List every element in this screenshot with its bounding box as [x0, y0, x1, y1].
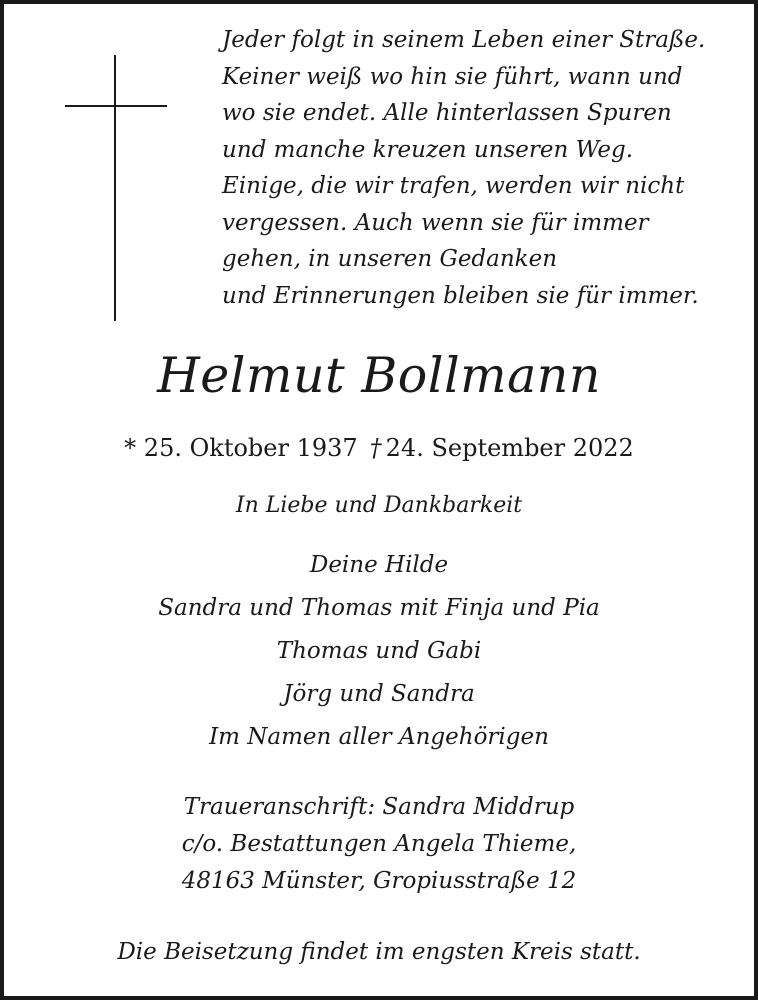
poem-line: vergessen. Auch wenn sie für immer [222, 209, 649, 236]
mourning-address [0, 789, 758, 900]
address-line: Traueranschrift: Sandra Middrup [183, 794, 575, 820]
poem-line: Keiner weiß wo hin sie führt, wann und [222, 63, 683, 90]
poem-line: und Erinnerungen bleiben sie für immer. [222, 282, 699, 309]
cross-icon-vertical-bar [114, 55, 116, 321]
burial-note: Die Beisetzung findet im engsten Kreis statt. [117, 939, 641, 965]
deceased-name: Helmut Bollmann [157, 347, 601, 404]
poem-block [222, 22, 742, 314]
mourner-line: Jörg und Sandra [283, 681, 475, 707]
poem-line: wo sie endet. Alle hinterlassen Spuren [222, 100, 672, 126]
birth-date: * 25. Oktober 1937 [124, 434, 358, 462]
dagger-icon: † [369, 434, 382, 462]
address-line: 48163 Münster, Gropiusstraße 12 [181, 868, 577, 894]
poem-line: gehen, in unseren Gedanken [222, 246, 558, 272]
dedication-text: In Liebe und Dankbarkeit [235, 493, 523, 518]
mourner-line: Sandra und Thomas mit Finja und Pia [158, 595, 600, 621]
death-date: 24. September 2022 [385, 434, 634, 462]
address-line: c/o. Bestattungen Angela Thieme, [181, 831, 577, 857]
life-dates [0, 428, 758, 468]
cross-icon-horizontal-bar [65, 105, 167, 107]
mourner-line: Thomas und Gabi [276, 638, 482, 664]
mourners-list [0, 544, 758, 759]
mourner-line: Deine Hilde [309, 552, 449, 578]
mourner-line: Im Namen aller Angehörigen [209, 724, 549, 750]
poem-line: und manche kreuzen unseren Weg. [222, 136, 634, 163]
poem-line: Jeder folgt in seinem Leben einer Straße. [222, 27, 706, 53]
poem-line: Einige, die wir trafen, werden wir nicht [222, 173, 685, 199]
